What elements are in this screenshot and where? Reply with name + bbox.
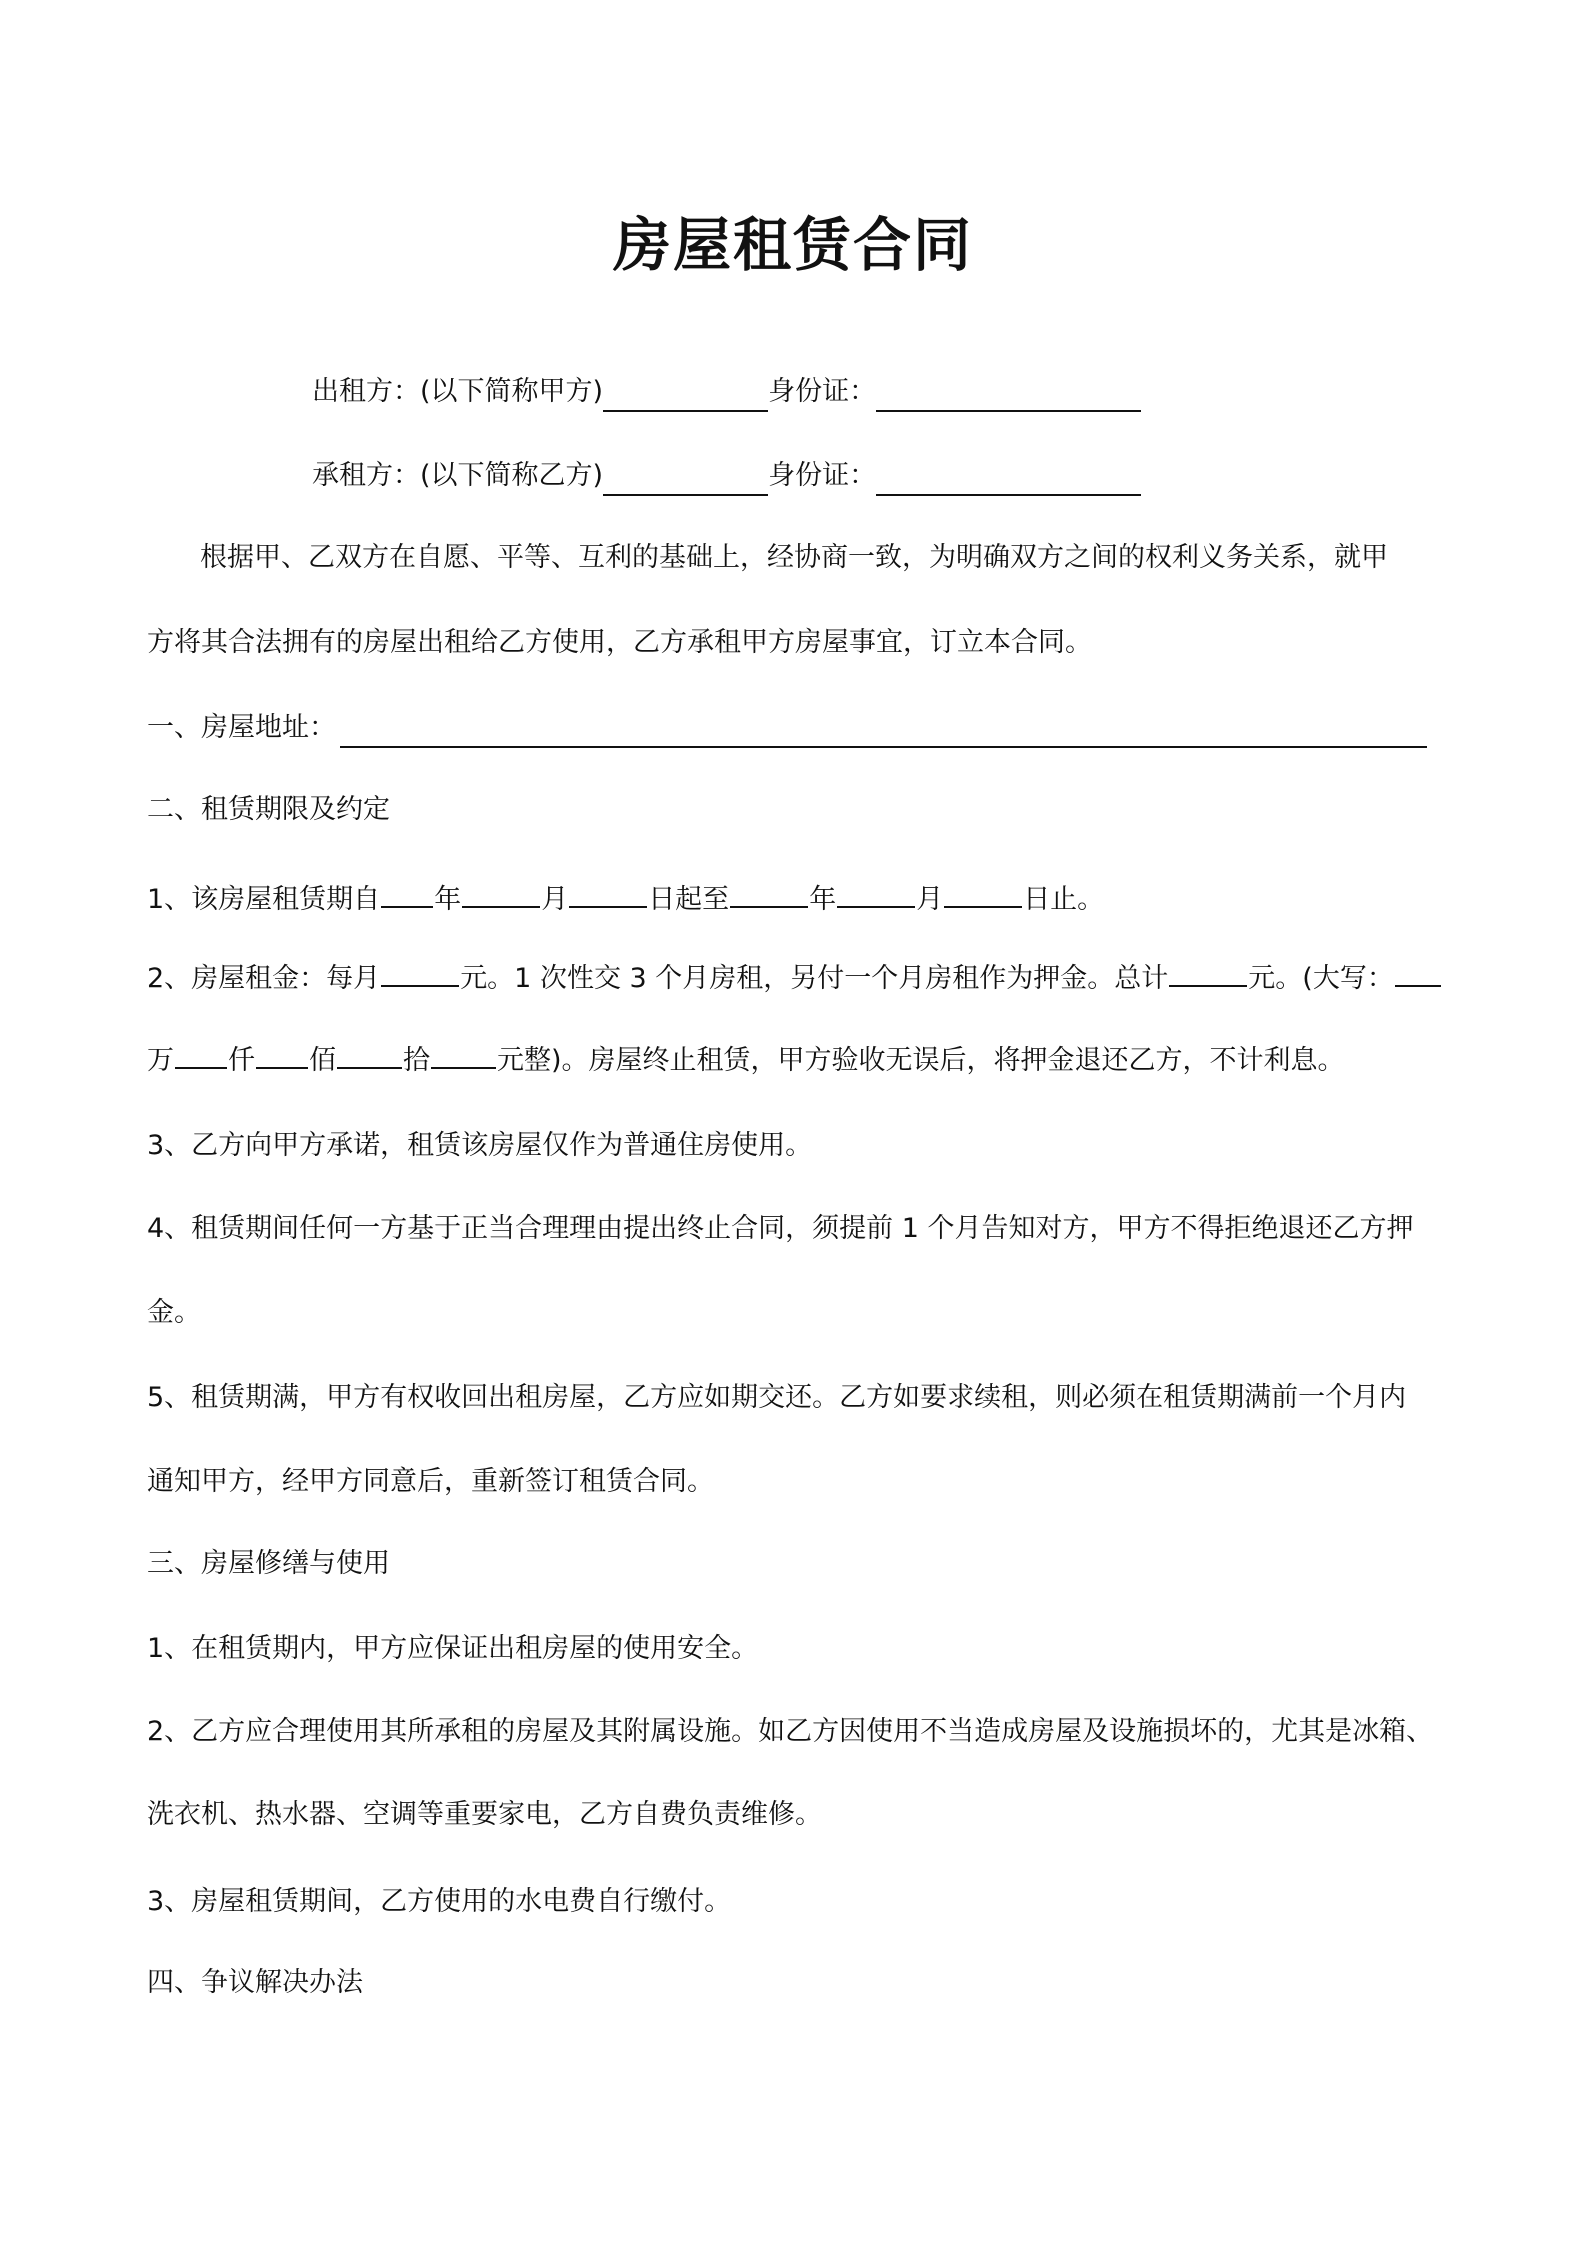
section-2-heading: 二、租赁期限及约定 bbox=[147, 794, 390, 825]
intro-line-2: 方将其合法拥有的房屋出租给乙方使用，乙方承租甲方房屋事宜，订立本合同。 bbox=[147, 627, 1092, 658]
document-title: 房屋租赁合同 bbox=[612, 211, 973, 279]
lessee-id-label: 身份证： bbox=[768, 460, 877, 491]
yuan-blank[interactable] bbox=[431, 1039, 496, 1069]
lessee-id-blank[interactable] bbox=[876, 462, 1141, 496]
rent-text-tail: 元整)。房屋终止租赁，甲方验收无误后，将押金退还乙方，不计利息。 bbox=[497, 1045, 1345, 1076]
monthly-rent-blank[interactable] bbox=[381, 957, 459, 987]
rent-text-1: 2、房屋租金：每月 bbox=[147, 963, 381, 994]
section-3-heading: 三、房屋修缮与使用 bbox=[147, 1548, 390, 1579]
section-4-heading: 四、争议解决办法 bbox=[147, 1967, 363, 1998]
renewal-clause-line-2: 通知甲方，经甲方同意后，重新签订租赁合同。 bbox=[147, 1466, 714, 1497]
address-blank[interactable] bbox=[340, 714, 1427, 748]
rent-clause-line-1 bbox=[147, 957, 1442, 999]
term-text-3: 月 bbox=[541, 884, 569, 915]
rent-qian: 仟 bbox=[228, 1045, 255, 1076]
lease-term-clause bbox=[147, 878, 1104, 920]
term-text-1: 1、该房屋租赁期自 bbox=[147, 884, 381, 915]
termination-clause-line-1: 4、租赁期间任何一方基于正当合理理由提出终止合同，须提前 1 个月告知对方，甲方不得拒绝退还乙方押 bbox=[147, 1213, 1414, 1244]
bai-blank[interactable] bbox=[256, 1039, 308, 1069]
rent-bai: 佰 bbox=[309, 1045, 336, 1076]
term-text-5: 年 bbox=[809, 884, 837, 915]
rent-wan: 万 bbox=[147, 1045, 174, 1076]
term-text-7: 日止。 bbox=[1023, 884, 1105, 915]
lessor-id-label: 身份证： bbox=[768, 376, 877, 407]
section-1-heading: 一、房屋地址： bbox=[147, 712, 336, 743]
renewal-clause-line-1: 5、租赁期满，甲方有权收回出租房屋，乙方应如期交还。乙方如要求续租，则必须在租赁期满前一个月内 bbox=[147, 1382, 1407, 1413]
repair-clause-line-2: 洗衣机、热水器、空调等重要家电，乙方自费负责维修。 bbox=[147, 1799, 822, 1830]
rent-shi: 拾 bbox=[403, 1045, 430, 1076]
lessor-label: 出租方：(以下简称甲方) bbox=[312, 376, 604, 407]
qian-blank[interactable] bbox=[175, 1039, 227, 1069]
rent-text-2: 元。1 次性交 3 个月房租，另付一个月房租作为押金。总计 bbox=[460, 963, 1169, 994]
rent-text-3: 元。(大写： bbox=[1248, 963, 1394, 994]
section-1-address bbox=[147, 708, 1427, 748]
lessee-name-blank[interactable] bbox=[603, 462, 768, 496]
uppercase-amount-blank[interactable] bbox=[1395, 957, 1441, 987]
term-text-4: 日起至 bbox=[648, 884, 730, 915]
usage-clause: 3、乙方向甲方承诺，租赁该房屋仅作为普通住房使用。 bbox=[147, 1130, 813, 1161]
end-year-blank[interactable] bbox=[730, 878, 808, 908]
lessor-line bbox=[312, 372, 1141, 412]
start-year-blank[interactable] bbox=[381, 878, 433, 908]
lessee-label: 承租方：(以下简称乙方) bbox=[312, 460, 604, 491]
termination-clause-line-2: 金。 bbox=[147, 1297, 201, 1328]
term-text-6: 月 bbox=[916, 884, 944, 915]
total-rent-blank[interactable] bbox=[1169, 957, 1247, 987]
intro-line-1: 根据甲、乙双方在自愿、平等、互利的基础上，经协商一致，为明确双方之间的权利义务关系，就甲 bbox=[200, 542, 1388, 573]
end-day-blank[interactable] bbox=[944, 878, 1022, 908]
lessor-name-blank[interactable] bbox=[603, 378, 768, 412]
utilities-clause: 3、房屋租赁期间，乙方使用的水电费自行缴付。 bbox=[147, 1886, 732, 1917]
end-month-blank[interactable] bbox=[837, 878, 915, 908]
term-text-2: 年 bbox=[434, 884, 462, 915]
lessor-id-blank[interactable] bbox=[876, 378, 1141, 412]
rent-clause-line-2 bbox=[147, 1039, 1345, 1081]
start-month-blank[interactable] bbox=[462, 878, 540, 908]
repair-clause-line-1: 2、乙方应合理使用其所承租的房屋及其附属设施。如乙方因使用不当造成房屋及设施损坏的，尤其是冰箱、 bbox=[147, 1716, 1434, 1747]
shi-blank[interactable] bbox=[337, 1039, 402, 1069]
lessee-line bbox=[312, 456, 1141, 496]
safety-clause: 1、在租赁期内，甲方应保证出租房屋的使用安全。 bbox=[147, 1633, 759, 1664]
start-day-blank[interactable] bbox=[569, 878, 647, 908]
